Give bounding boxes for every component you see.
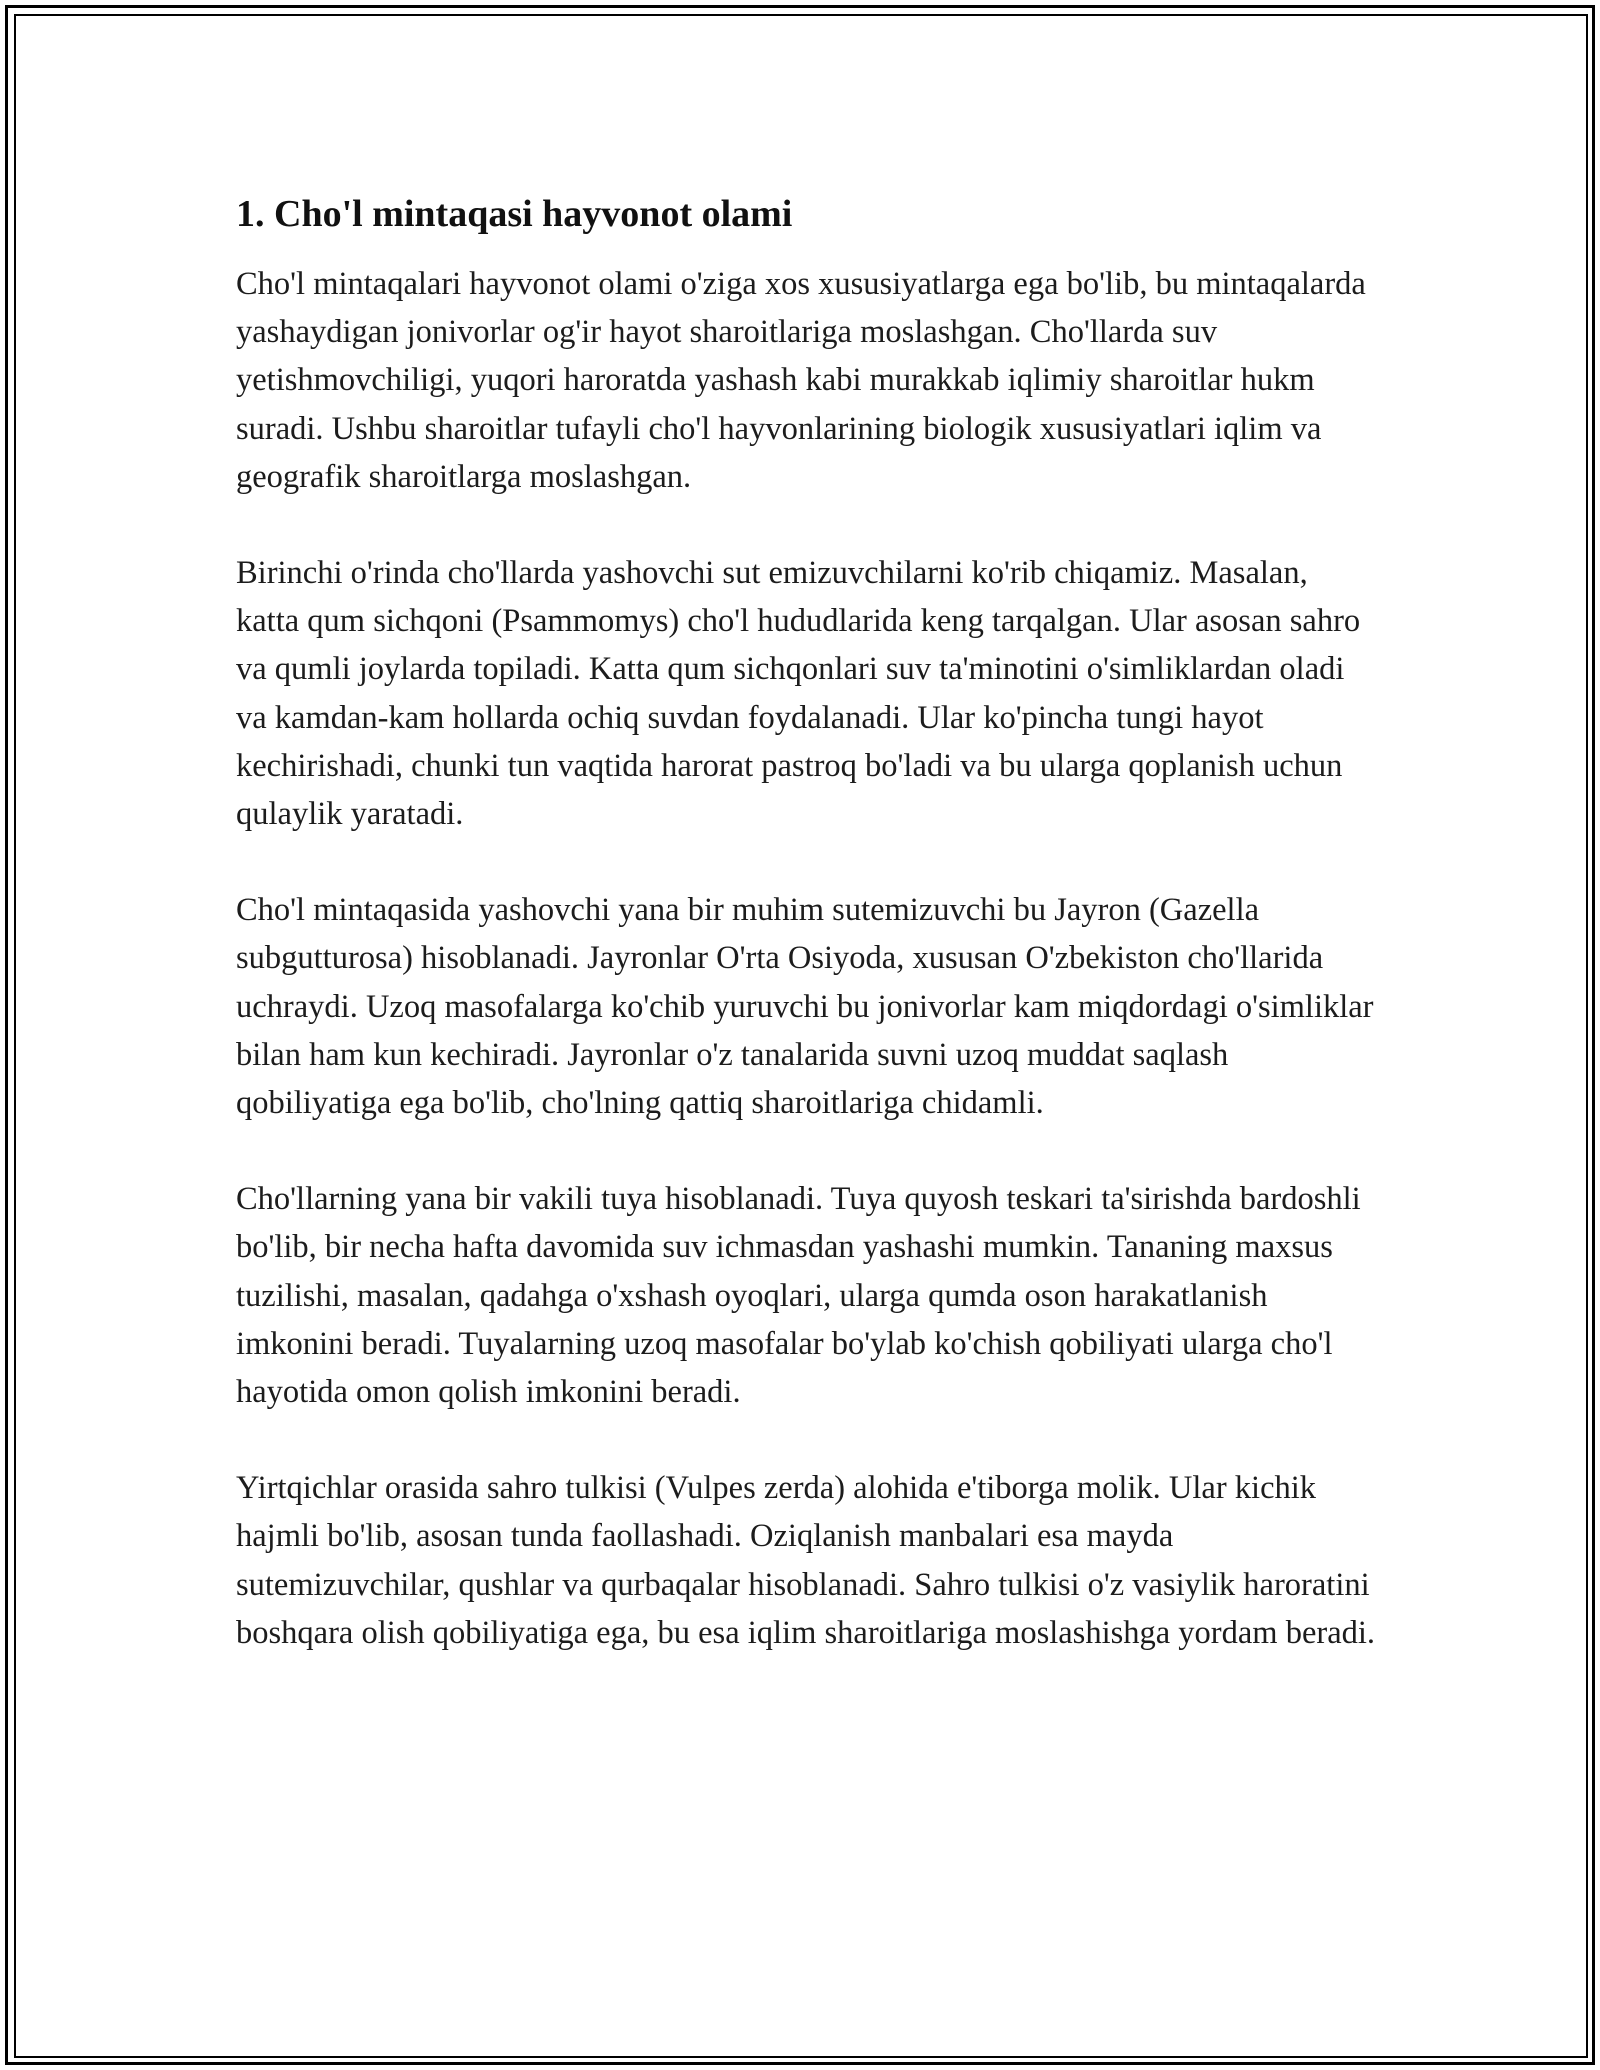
paragraph-intro: Cho'l mintaqalari hayvonot olami o'ziga xos xususiyatlarga ega bo'lib, bu mintaqalarda yashaydigan jonivorlar og'ir hayot sharoitlariga moslashgan. Cho'llarda suv yetishmovchiligi, yuqori haroratda yashash kabi murakkab iqlimiy sharoitlar hukm suradi. Ushbu sharoitlar tufayli cho'l hayvonlarining biologik xususiyatlari iqlim va geografik sharoitlarga moslashgan. (236, 266, 1366, 495)
paragraph-gazelle: Cho'l mintaqasida yashovchi yana bir muhim sutemizuvchi bu Jayron (Gazella subgutturosa) hisoblanadi. Jayronlar O'rta Osiyoda, xususan O'zbekiston cho'llarida uchraydi. Uzoq masofalarga ko'chib yuruvchi bu jonivorlar kam miqdordagi o'simliklar bilan ham kun kechiradi. Jayronlar o'z tanalarida suvni uzoq muddat saqlash qobiliyatiga ega bo'lib, cho'lning qattiq sharoitlariga chidamli. (236, 892, 1374, 1122)
paragraph-sand-rat: Birinchi o'rinda cho'llarda yashovchi sut emizuvchilarni ko'rib chiqamiz. Masalan, katta qum sichqoni (Psammomys) cho'l hududlarida keng tarqalgan. Ular asosan sahro va qumli joylarda topiladi. Katta qum sichqonlari suv ta'minotini o'simliklardan oladi va kamdan-kam hollarda ochiq suvdan foydalanadi. Ular ko'pincha tungi hayot kechirishadi, chunki tun vaqtida harorat pastroq bo'ladi va bu ularga qoplanish uchun qulaylik yaratadi. (236, 555, 1361, 833)
document-title: 1. Cho'l mintaqasi hayvonot olami (236, 193, 793, 235)
document-body (236, 184, 1376, 1657)
paragraph-fox: Yirtqichlar orasida sahro tulkisi (Vulpes zerda) alohida e'tiborga molik. Ular kichik hajmli bo'lib, asosan tunda faollashadi. Oziqlanish manbalari esa mayda sutemizuvchilar, qushlar va qurbaqalar hisoblanadi. Sahro tulkisi o'z vasiylik haroratini boshqara olish qobiliyatiga ega, bu esa iqlim sharoitlariga moslashishga yordam beradi. (236, 1470, 1376, 1651)
paragraph-camel: Cho'llarning yana bir vakili tuya hisoblanadi. Tuya quyosh teskari ta'sirishda bardoshli bo'lib, bir necha hafta davomida suv ichmasdan yashashi mumkin. Tananing maxsus tuzilishi, masalan, qadahga o'xshash oyoqlari, ularga qumda oson harakatlanish imkonini beradi. Tuyalarning uzoq masofalar bo'ylab ko'chish qobiliyati ularga cho'l hayotida omon qolish imkonini beradi. (236, 1181, 1361, 1411)
